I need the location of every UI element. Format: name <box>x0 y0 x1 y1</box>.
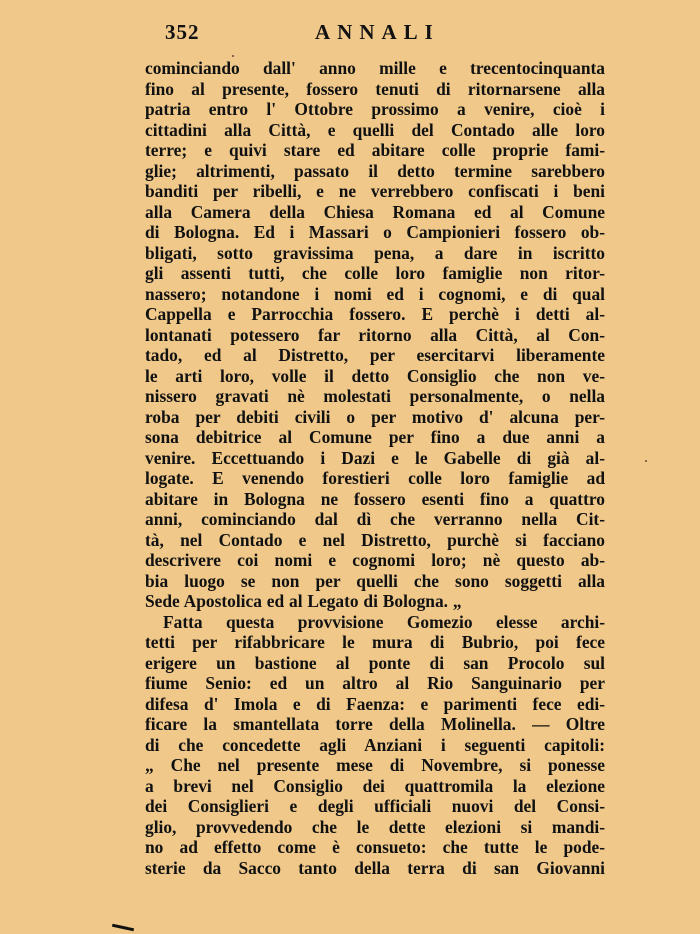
text-line: logate. E venendo forestieri colle loro famiglie ad <box>145 468 605 488</box>
text-line: di che concedette agli Anziani i seguenti capitoli: <box>145 734 605 755</box>
paper-speck <box>232 55 234 57</box>
text-line: Cappella e Parrocchia fossero. E perchè i detti al- <box>145 304 605 324</box>
text-line: nissero gravati nè molestati personalmente, o nella <box>145 386 605 406</box>
text-line: cittadini alla Città, e quelli del Contado alle loro <box>145 119 605 140</box>
text-line: tado, ed al Distretto, per esercitarvi liberamente <box>145 345 605 365</box>
text-line: glio, provvedendo che le dette elezioni si mandi- <box>145 816 605 837</box>
text-line: no ad effetto come è consueto: che tutte le pode- <box>145 837 605 857</box>
text-line: banditi per ribelli, e ne verrebbero confiscati i beni <box>145 181 605 201</box>
text-line: bligati, sotto gravissima pena, a dare in iscritto <box>145 242 605 263</box>
running-head: ANNALI <box>315 20 440 44</box>
text-line: terre; e quivi stare ed abitare colle proprie fami- <box>145 140 605 160</box>
text-line: venire. Eccettuando i Dazi e le Gabelle di già al- <box>145 447 605 468</box>
page-header <box>145 18 605 48</box>
text-line: patria entro l' Ottobre prossimo a venire, cioè i <box>145 99 605 119</box>
text-line: tà, nel Contado e nel Distretto, purchè si facciano <box>145 529 605 550</box>
text-line: di Bologna. Ed i Massari o Campionieri fossero ob- <box>145 222 605 242</box>
text-line: alla Camera della Chiesa Romana ed al Comune <box>145 201 605 222</box>
text-line: erigere un bastione al ponte di san Procolo sul <box>145 652 605 673</box>
text-line: a brevi nel Consiglio dei quattromila la elezione <box>145 775 605 796</box>
text-line: tetti per rifabbricare le mura di Bubrio, poi fece <box>145 632 605 652</box>
text-line: ficare la smantellata torre della Molinella. — Oltre <box>145 714 605 734</box>
text-line: descrivere coi nomi e cognomi loro; nè questo ab- <box>145 550 605 570</box>
corner-mark <box>112 924 134 932</box>
text-line: sterie da Sacco tanto della terra di san Giovanni <box>145 857 605 878</box>
text-line: difesa d' Imola e di Faenza: e parimenti fece edi- <box>145 693 605 714</box>
text-line: Sede Apostolica ed al Legato di Bologna. „ <box>145 591 462 611</box>
text-line: Fatta questa provvisione Gomezio elesse archi- <box>163 611 605 632</box>
text-line: le arti loro, volle il detto Consiglio che non ve- <box>145 365 605 386</box>
paper-speck <box>645 460 647 462</box>
text-line: „ Che nel presente mese di Novembre, si ponesse <box>145 755 605 775</box>
text-line: lontanati potessero far ritorno alla Città, al Con- <box>145 324 605 345</box>
text-line: glie; altrimenti, passato il detto termine sarebbero <box>145 160 605 181</box>
text-line: fino al presente, fossero tenuti di ritornarsene alla <box>145 78 605 99</box>
text-line: nassero; notandone i nomi ed i cognomi, e di qual <box>145 283 605 304</box>
text-line: cominciando dall' anno mille e trecentocinquanta <box>145 58 605 78</box>
text-line: roba per debiti civili o per motivo d' alcuna per- <box>145 406 605 427</box>
text-line: gli assenti tutti, che colle loro famiglie non ritor- <box>145 263 605 283</box>
text-line: sona debitrice al Comune per fino a due anni a <box>145 427 605 447</box>
text-line: dei Consiglieri e degli ufficiali nuovi del Consi- <box>145 796 605 816</box>
text-line: bia luogo se non per quelli che sono soggetti alla <box>145 570 605 591</box>
page-number: 352 <box>165 20 200 44</box>
body-text <box>145 58 605 878</box>
text-line: fiume Senio: ed un altro al Rio Sanguinario per <box>145 673 605 693</box>
text-line: anni, cominciando dal dì che verranno nella Cit- <box>145 509 605 529</box>
text-line: abitare in Bologna ne fossero esenti fino a quattro <box>145 488 605 509</box>
